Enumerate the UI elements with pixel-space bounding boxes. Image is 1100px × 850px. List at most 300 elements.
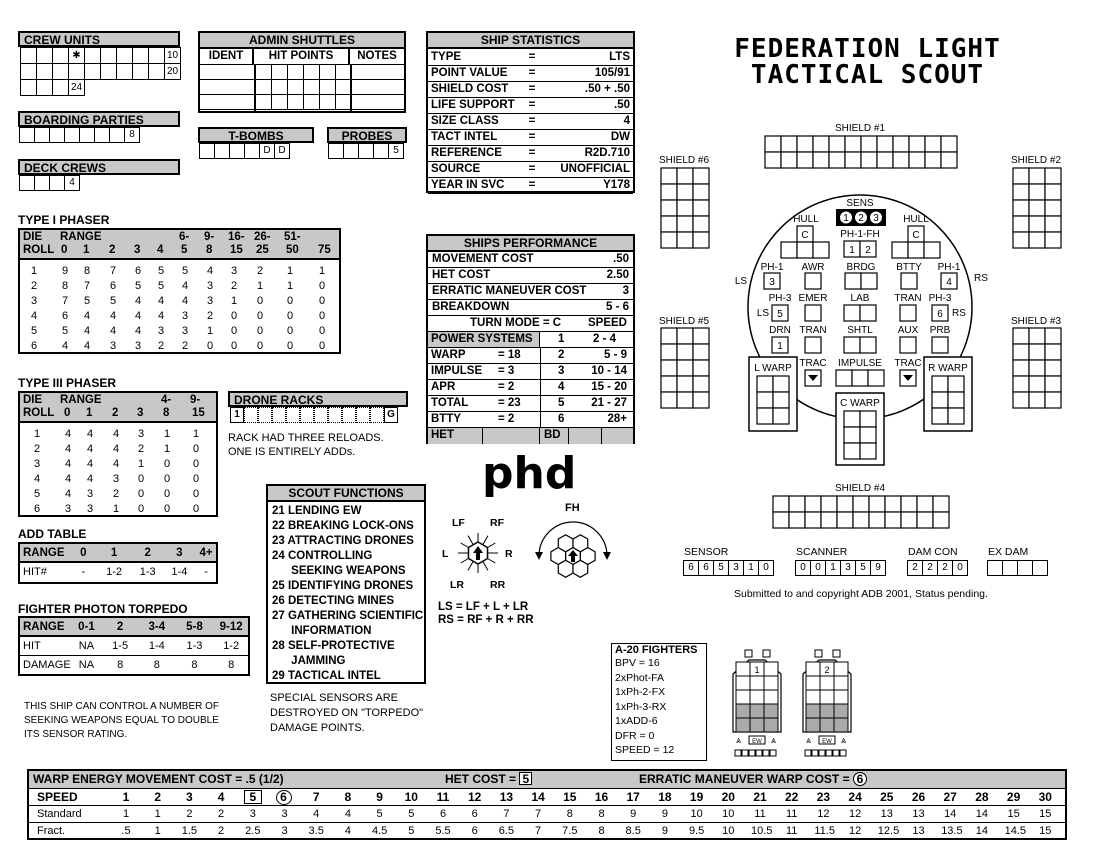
shield3-box bbox=[1045, 392, 1061, 408]
het-cost-label: HET COST = bbox=[445, 772, 520, 786]
hex-cell bbox=[573, 560, 588, 577]
fighter-damage-box bbox=[736, 676, 750, 690]
speed-range: 10 - 14 bbox=[591, 365, 627, 377]
warp-cell: 7 bbox=[503, 808, 510, 820]
notes-col: NOTES bbox=[357, 50, 397, 62]
hit-value: 8 bbox=[62, 280, 69, 292]
fighter-damage-box bbox=[736, 662, 750, 676]
fpt-cell: 1-4 bbox=[148, 640, 165, 652]
warp-cell: 6.5 bbox=[498, 825, 515, 837]
shield5-box bbox=[677, 328, 693, 344]
fighter-stat: BPV = 16 bbox=[615, 657, 660, 669]
warp-cell: 28 bbox=[975, 790, 989, 804]
deck-crews-panel bbox=[18, 159, 180, 188]
shield6-box bbox=[661, 168, 677, 184]
drone-box bbox=[244, 407, 258, 423]
hull-box bbox=[924, 242, 940, 258]
warp-cell: 8 bbox=[598, 808, 605, 820]
hit-value: 6 bbox=[62, 310, 69, 322]
hit-value: 0 bbox=[207, 340, 214, 352]
stat-name: REFERENCE bbox=[428, 145, 520, 161]
warp-box bbox=[757, 376, 773, 392]
damage-box: 0 bbox=[952, 560, 968, 576]
hit-value: 2 bbox=[113, 488, 120, 500]
power-row bbox=[428, 364, 633, 380]
shield4-box bbox=[853, 496, 869, 512]
damage-box bbox=[214, 143, 230, 159]
warp-cell: 5.5 bbox=[435, 825, 451, 837]
hit-value: 1 bbox=[193, 428, 200, 440]
hit-value: 3 bbox=[182, 310, 189, 322]
warp-box bbox=[860, 427, 876, 443]
trac-right-label: TRAC bbox=[894, 358, 922, 369]
damage-box: 9 bbox=[870, 560, 886, 576]
fighter-small-box bbox=[742, 750, 748, 756]
scout-function: JAMMING bbox=[272, 655, 346, 667]
phaser-box-label: 6 bbox=[937, 309, 943, 320]
hit-value: 4 bbox=[113, 428, 120, 440]
tbombs-title: T-BOMBS bbox=[198, 127, 314, 143]
shield4-box bbox=[789, 512, 805, 528]
damage-box bbox=[244, 143, 260, 159]
warp-cost-title: WARP ENERGY MOVEMENT COST = .5 (1/2) bbox=[33, 772, 284, 786]
add-table bbox=[18, 542, 218, 584]
shield4-box bbox=[917, 512, 933, 528]
hit-value: 2 bbox=[231, 280, 238, 292]
fighter-small-box bbox=[833, 750, 839, 756]
warp-cell: 14 bbox=[975, 825, 989, 837]
range-top: 16- bbox=[228, 231, 245, 243]
damage-box: 8 bbox=[124, 127, 140, 143]
scout-function: INFORMATION bbox=[272, 625, 372, 637]
fh-label: FH bbox=[565, 502, 580, 514]
fighter-damage-box bbox=[764, 704, 778, 718]
lab-box bbox=[860, 305, 876, 321]
hit-value: 4 bbox=[135, 295, 142, 307]
shield2-box bbox=[1013, 168, 1029, 184]
damage-box bbox=[94, 127, 110, 143]
shield1-box bbox=[813, 152, 829, 168]
l-warp-label: L WARP bbox=[754, 363, 792, 374]
warp-cell: 7 bbox=[312, 790, 320, 804]
shield1-box bbox=[829, 136, 845, 152]
shield5-box bbox=[693, 360, 709, 376]
warp-cell: 2.5 bbox=[245, 825, 261, 837]
scout-function: 26 DETECTING MINES bbox=[272, 595, 395, 607]
warp-cell: 12 bbox=[848, 808, 862, 820]
stat-name: TACT INTEL bbox=[428, 129, 520, 145]
fighter-damage-box bbox=[806, 690, 820, 704]
fpt-cell: 8 bbox=[191, 659, 198, 671]
warp-cell: 8.5 bbox=[625, 825, 641, 837]
hit-value: 3 bbox=[87, 503, 94, 515]
fpt-cell: 2 bbox=[116, 621, 124, 633]
stat-row bbox=[428, 161, 633, 177]
emer-box bbox=[805, 305, 821, 321]
scout-function: 29 TACTICAL INTEL bbox=[272, 670, 381, 682]
shield3-box bbox=[1029, 392, 1045, 408]
stat-name: SOURCE bbox=[428, 161, 520, 177]
special-note-line: DESTROYED ON "TORPEDO" bbox=[270, 707, 424, 719]
warp-cell: 7.5 bbox=[562, 825, 578, 837]
fighter-small-box bbox=[819, 750, 825, 756]
warp-cell: 18 bbox=[658, 790, 672, 804]
shield3-box bbox=[1013, 344, 1029, 360]
shield3-box bbox=[1045, 328, 1061, 344]
ls-formula: LS = LF + L + LR bbox=[438, 601, 529, 613]
erratic-cost-value: 6 bbox=[853, 772, 867, 786]
warp-table bbox=[27, 769, 1067, 840]
fighter-damage-box bbox=[806, 662, 820, 676]
shuttle-hp-box bbox=[288, 80, 304, 95]
ship-ssd bbox=[650, 118, 1070, 538]
warp-cell: 2 bbox=[218, 825, 225, 837]
add-cell: 4+ bbox=[199, 547, 213, 559]
perf-row bbox=[428, 284, 633, 300]
sens-number: 3 bbox=[873, 213, 879, 224]
hex-cell bbox=[558, 535, 573, 552]
title-line2: TACTICAL SCOUT bbox=[750, 60, 985, 90]
hit-value: 1 bbox=[207, 325, 214, 337]
add-cell: 3 bbox=[176, 547, 183, 559]
arc-label: RR bbox=[490, 579, 506, 591]
hit-value: 6 bbox=[34, 503, 41, 515]
fighter-small-box bbox=[770, 750, 776, 756]
bd-num: 3 bbox=[558, 365, 565, 377]
power-name: APR bbox=[431, 381, 456, 393]
drn-label: DRN bbox=[769, 325, 791, 336]
warp-box bbox=[860, 443, 876, 459]
perf-value: 3 bbox=[622, 285, 629, 297]
warp-cell: 1 bbox=[154, 808, 161, 820]
divider bbox=[540, 364, 541, 379]
shield2-box bbox=[1029, 184, 1045, 200]
damage-box bbox=[34, 175, 50, 191]
damage-box bbox=[109, 127, 125, 143]
range-bottom: 3 bbox=[134, 244, 141, 256]
drone-box bbox=[314, 407, 328, 423]
shield5-box bbox=[693, 344, 709, 360]
shield2-box bbox=[1045, 216, 1061, 232]
damage-box: 0 bbox=[795, 560, 811, 576]
range-top: 51- bbox=[284, 231, 301, 243]
warp-cell: .5 bbox=[121, 825, 131, 837]
stat-value: .50 + .50 bbox=[544, 81, 633, 97]
crew-box bbox=[148, 63, 165, 80]
hit-value: 5 bbox=[110, 295, 117, 307]
shield1-box bbox=[925, 152, 941, 168]
shield2-box bbox=[1013, 184, 1029, 200]
damage-box bbox=[34, 127, 50, 143]
fighter-damage-box bbox=[764, 676, 778, 690]
die-label: DIE bbox=[23, 394, 43, 406]
stat-name: SIZE CLASS bbox=[428, 113, 520, 129]
fighter-number: 2 bbox=[824, 665, 830, 675]
hit-value: 0 bbox=[193, 488, 200, 500]
warp-box bbox=[844, 443, 860, 459]
shield5-box bbox=[661, 360, 677, 376]
warp-label: Standard bbox=[37, 808, 82, 820]
fpt-cell: 9-12 bbox=[219, 621, 243, 633]
hit-value: 0 bbox=[287, 310, 294, 322]
shuttle-box bbox=[844, 337, 860, 353]
hull-c-box-label: C bbox=[801, 230, 809, 241]
turn-mode-row bbox=[428, 316, 633, 332]
fighter-weapon-box bbox=[745, 650, 752, 657]
add-cell: HIT# bbox=[23, 566, 47, 578]
add-cell: 2 bbox=[144, 547, 151, 559]
hit-value: 3 bbox=[158, 325, 165, 337]
damage-box: 0 bbox=[810, 560, 826, 576]
crew-box bbox=[68, 63, 85, 80]
hit-value: 4 bbox=[65, 473, 72, 485]
shield5-box bbox=[661, 392, 677, 408]
damage-box: D bbox=[274, 143, 290, 159]
drone-box bbox=[370, 407, 384, 423]
hit-value: 0 bbox=[319, 280, 326, 292]
power-value: = 2 bbox=[498, 413, 515, 425]
special-note-line: SPECIAL SENSORS ARE bbox=[270, 692, 398, 704]
warp-cell: 6 bbox=[471, 808, 478, 820]
shield4-box bbox=[933, 496, 949, 512]
fighter-damage-box bbox=[834, 718, 848, 732]
shield6-box bbox=[661, 216, 677, 232]
erratic-cost-label: ERRATIC MANEUVER WARP COST = bbox=[639, 772, 853, 786]
fighter-weapon-box bbox=[815, 650, 822, 657]
hit-value: 1 bbox=[287, 265, 294, 277]
stat-row bbox=[428, 65, 633, 81]
range-top: 26- bbox=[254, 231, 271, 243]
shield1-box bbox=[781, 136, 797, 152]
shield1-box bbox=[861, 152, 877, 168]
shield1-box bbox=[829, 152, 845, 168]
scout-function: 24 CONTROLLING bbox=[272, 550, 373, 562]
warp-cell: 23 bbox=[816, 790, 831, 804]
crew-box: 20 bbox=[164, 63, 181, 80]
warp-cell: 3 bbox=[249, 808, 256, 820]
fighter-damage-box bbox=[820, 718, 834, 732]
hit-value: 4 bbox=[207, 265, 214, 277]
speed-range: 15 - 20 bbox=[591, 381, 627, 393]
fighter-small-box bbox=[840, 750, 846, 756]
phaser-box-label: 2 bbox=[865, 245, 871, 256]
crew-box: 24 bbox=[68, 79, 85, 96]
hit-value: 0 bbox=[319, 310, 326, 322]
damage-box: 2 bbox=[922, 560, 938, 576]
shield5-box bbox=[677, 392, 693, 408]
perf-row bbox=[428, 300, 633, 316]
shield6-box bbox=[677, 200, 693, 216]
crew-box bbox=[36, 79, 53, 96]
hit-value: 0 bbox=[193, 458, 200, 470]
hitpoints-col: HIT POINTS bbox=[254, 49, 350, 64]
hit-value: 0 bbox=[193, 503, 200, 515]
warp-cell: 14 bbox=[975, 808, 989, 820]
fighter-stat: SPEED = 12 bbox=[615, 744, 675, 756]
drone-box bbox=[286, 407, 300, 423]
hit-value: 1 bbox=[164, 428, 171, 440]
range-bottom: 50 bbox=[286, 244, 299, 256]
shuttle-hp-box bbox=[256, 95, 272, 110]
fpt-cell: 5-8 bbox=[186, 621, 203, 633]
crew-box bbox=[116, 63, 133, 80]
warp-cell: 3 bbox=[186, 790, 193, 804]
shield2-box bbox=[1045, 168, 1061, 184]
bd-num: 2 bbox=[558, 349, 565, 361]
hit-value: 6 bbox=[31, 340, 38, 352]
brdg-label: BRDG bbox=[846, 262, 876, 273]
power-row bbox=[428, 396, 633, 412]
warp-cell: 2 bbox=[154, 790, 162, 804]
control-note-line: SEEKING WEAPONS EQUAL TO DOUBLE bbox=[24, 715, 219, 726]
power-name: TOTAL bbox=[431, 397, 469, 409]
shield6-box bbox=[677, 232, 693, 248]
stat-eq: = bbox=[520, 161, 544, 177]
btty-label: BTTY bbox=[896, 262, 922, 273]
warp-cell: 1 bbox=[154, 825, 161, 837]
shuttle-hp-box bbox=[272, 95, 288, 110]
drone-box: 1 bbox=[230, 407, 244, 423]
ph1-left-label: PH-1 bbox=[760, 262, 784, 273]
crew-box bbox=[100, 47, 117, 64]
stat-value: .50 bbox=[544, 97, 633, 113]
damage-box bbox=[328, 143, 344, 159]
shield6-box bbox=[677, 216, 693, 232]
warp-cell: 14 bbox=[944, 808, 957, 820]
range-bottom: 2 bbox=[109, 244, 116, 256]
fpt-cell: NA bbox=[78, 640, 95, 652]
warp-cell: 13 bbox=[880, 808, 893, 820]
perf-name: ERRATIC MANEUVER COST bbox=[432, 285, 587, 297]
hit-value: 2 bbox=[182, 340, 189, 352]
shield2-box bbox=[1045, 232, 1061, 248]
fpt-cell: HIT bbox=[23, 640, 41, 652]
shield6-box bbox=[693, 216, 709, 232]
speed-header: SPEED bbox=[588, 317, 627, 329]
shield1-box bbox=[765, 136, 781, 152]
turn-mode: TURN MODE = C bbox=[470, 317, 562, 329]
warp-label: Fract. bbox=[37, 825, 66, 837]
divider bbox=[540, 412, 541, 427]
hit-value: 0 bbox=[138, 473, 145, 485]
phaser3-table bbox=[18, 391, 218, 517]
transporter-box bbox=[900, 305, 916, 321]
shield4-box bbox=[933, 512, 949, 528]
arc-label: LR bbox=[450, 579, 464, 591]
range-top: 9- bbox=[204, 231, 215, 243]
warp-cell: 9.5 bbox=[688, 825, 705, 837]
drone-box bbox=[342, 407, 356, 423]
shield2-box bbox=[1013, 200, 1029, 216]
damage-box bbox=[49, 175, 65, 191]
probes-title: PROBES bbox=[327, 127, 407, 143]
stat-value: 4 bbox=[544, 113, 633, 129]
hit-value: 0 bbox=[231, 340, 238, 352]
fighter-small-box bbox=[749, 750, 755, 756]
shield3-box bbox=[1029, 376, 1045, 392]
hit-value: 0 bbox=[164, 473, 171, 485]
boarding-panel bbox=[18, 111, 180, 140]
phaser-arc-icon: ⩓ bbox=[841, 735, 847, 745]
shield4-box bbox=[821, 512, 837, 528]
range-bottom: 2 bbox=[112, 407, 119, 419]
fpt-cell: 8 bbox=[228, 659, 235, 671]
warp-cell: 11 bbox=[436, 790, 450, 804]
power-value: = 3 bbox=[498, 365, 515, 377]
fighter-damage-box bbox=[834, 690, 848, 704]
speed-range: 2 - 4 bbox=[593, 333, 617, 345]
hit-value: 5 bbox=[158, 265, 165, 277]
hit-value: 3 bbox=[138, 428, 145, 440]
hull-right-label: HULL bbox=[903, 214, 929, 225]
warp-cell: 11.5 bbox=[814, 825, 835, 837]
bd-num: 1 bbox=[558, 333, 565, 345]
hull-c-box-label: C bbox=[912, 230, 920, 241]
power-row bbox=[428, 380, 633, 396]
crew-box bbox=[36, 63, 53, 80]
hit-value: 0 bbox=[319, 325, 326, 337]
shield6-label: SHIELD #6 bbox=[658, 155, 710, 166]
damage-box bbox=[987, 560, 1003, 576]
fpt-title: FIGHTER PHOTON TORPEDO bbox=[18, 602, 188, 616]
ph3-right-label: PH-3 bbox=[928, 293, 952, 304]
shield3-box bbox=[1029, 360, 1045, 376]
stat-eq: = bbox=[520, 113, 544, 129]
bd-num: 5 bbox=[558, 397, 565, 409]
add-cell: 0 bbox=[80, 547, 87, 559]
warp-cell: 4 bbox=[344, 808, 351, 820]
warp-cell: 30 bbox=[1038, 790, 1052, 804]
power-name: IMPULSE bbox=[431, 365, 483, 377]
range-bottom: 1 bbox=[83, 244, 90, 256]
stat-eq: = bbox=[520, 145, 544, 161]
crew-box bbox=[100, 63, 117, 80]
tbombs-panel bbox=[198, 127, 314, 156]
scout-function: 21 LENDING EW bbox=[272, 505, 362, 517]
damage-box bbox=[64, 127, 80, 143]
add-table-title: ADD TABLE bbox=[18, 527, 87, 541]
scout-function: 25 IDENTIFYING DRONES bbox=[272, 580, 414, 592]
hit-value: 0 bbox=[164, 488, 171, 500]
damage-box bbox=[199, 143, 215, 159]
hit-value: 1 bbox=[31, 265, 38, 277]
fighter-ssds bbox=[725, 646, 865, 764]
fighter-number: 1 bbox=[754, 665, 760, 675]
perf-value: .50 bbox=[613, 253, 629, 265]
divider bbox=[254, 65, 256, 111]
damage-box bbox=[343, 143, 359, 159]
power-value: = 18 bbox=[498, 349, 521, 361]
shuttle-hp-box bbox=[272, 80, 288, 95]
fighter-damage-box bbox=[750, 718, 764, 732]
emer-label: EMER bbox=[798, 293, 828, 304]
shield2-box bbox=[1029, 216, 1045, 232]
warp-cell: 1 bbox=[122, 790, 130, 804]
warp-box bbox=[932, 376, 948, 392]
hit-value: 7 bbox=[110, 265, 117, 277]
fighter-damage-box bbox=[834, 676, 848, 690]
warp-cell: 9 bbox=[661, 825, 668, 837]
shield3-box bbox=[1029, 344, 1045, 360]
hit-value: 3 bbox=[207, 280, 214, 292]
ident-col: IDENT bbox=[200, 49, 254, 64]
drone-box bbox=[356, 407, 370, 423]
fighter-weapon-box bbox=[763, 650, 770, 657]
stat-name: YEAR IN SVC bbox=[428, 177, 520, 193]
perf-row bbox=[428, 252, 633, 268]
fpt-cell: 3-4 bbox=[148, 621, 166, 633]
shield5-label: SHIELD #5 bbox=[658, 316, 710, 327]
